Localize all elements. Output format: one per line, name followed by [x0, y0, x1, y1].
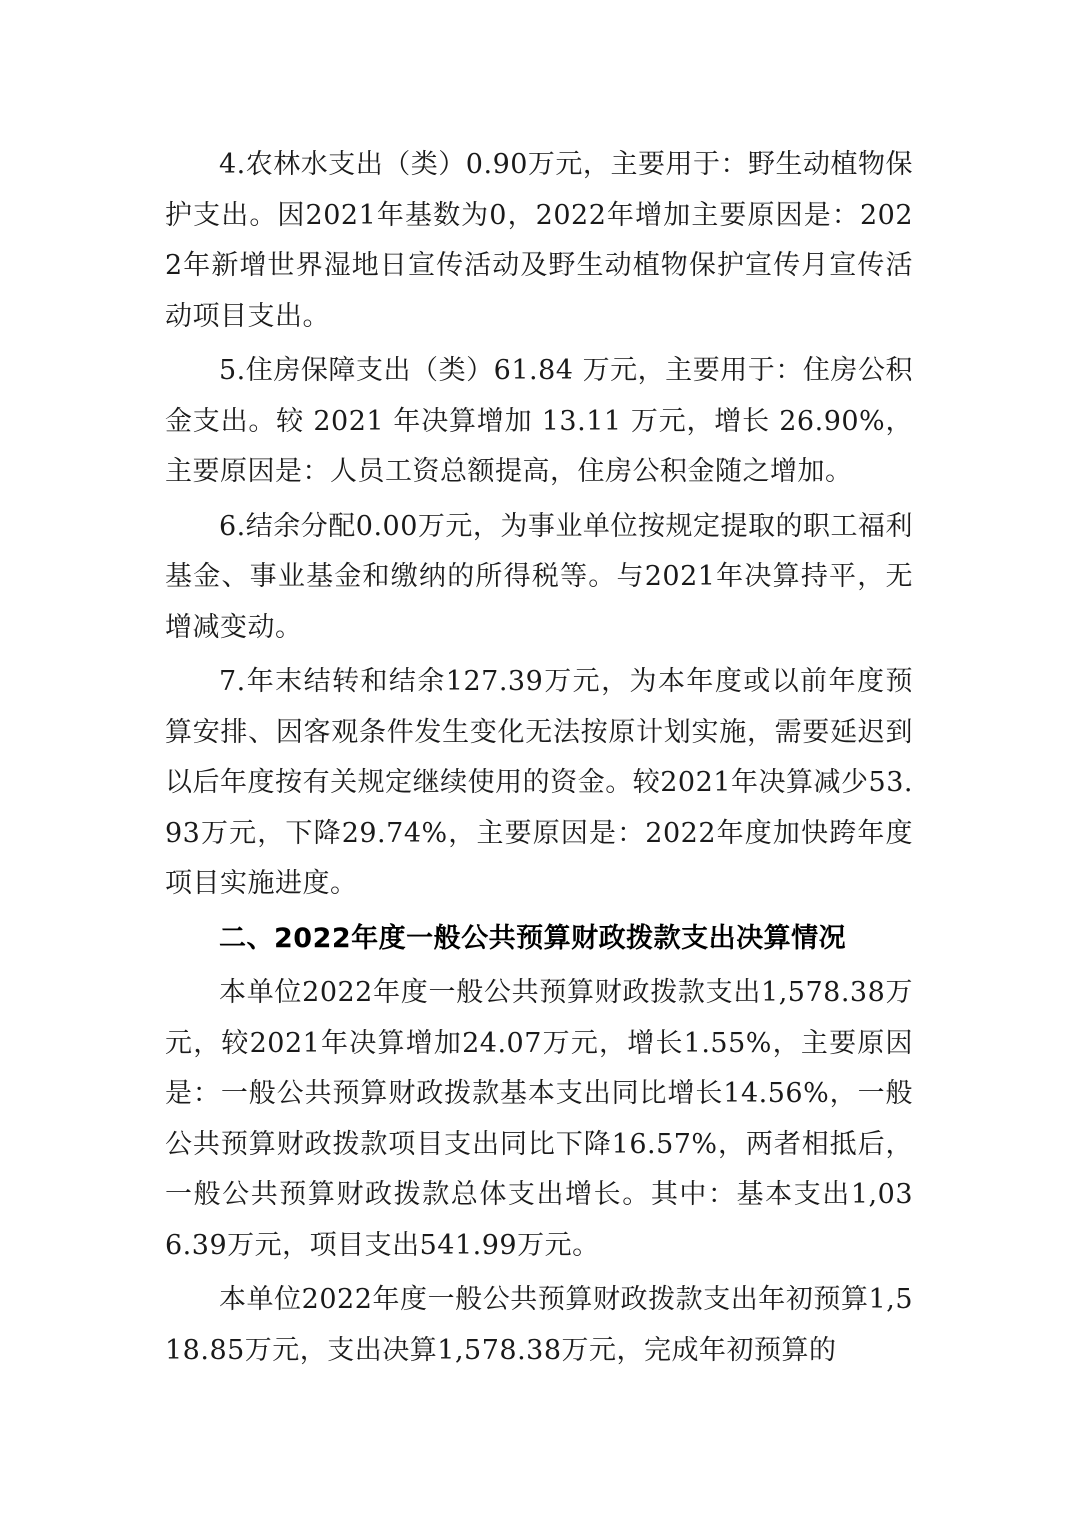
- paragraph-housing-expenditure: 5.住房保障支出（类）61.84 万元，主要用于：住房公积金支出。较 2021 年决算增加 13.11 万元，增长 26.90%，主要原因是：人员工资总额提高，住房公积金随之增加。: [165, 355, 913, 487]
- paragraph-initial-budget-comparison: 本单位2022年度一般公共预算财政拨款支出年初预算1,518.85万元，支出决算1,578.38万元，完成年初预算的: [165, 1284, 913, 1366]
- section-heading: 二、2022年度一般公共预算财政拨款支出决算情况: [219, 922, 847, 954]
- paragraph-surplus-distribution: 6.结余分配0.00万元，为事业单位按规定提取的职工福利基金、事业基金和缴纳的所得税等。与2021年决算持平，无增减变动。: [165, 510, 913, 643]
- paragraph-general-budget-expenditure: 本单位2022年度一般公共预算财政拨款支出1,578.38万元，较2021年决算增加24.07万元，增长1.55%，主要原因是：一般公共预算财政拨款基本支出同比增长14.56%，一般公共预算财政拨款项目支出同比下降16.57%，两者相抵后，一般公共预算财政拨款总体支出增长。其中：基本支出1,036.39万元，项目支出541.99万元。: [165, 977, 913, 1261]
- paragraph-agriculture-expenditure: 4.农林水支出（类）0.90万元，主要用于：野生动植物保护支出。因2021年基数为0，2022年增加主要原因是：2022年新增世界湿地日宣传活动及野生动植物保护宣传月宣传活动项目支出。: [165, 149, 913, 332]
- document-body: [165, 140, 913, 1376]
- paragraph-year-end-carryover: 7.年末结转和结余127.39万元，为本年度或以前年度预算安排、因客观条件发生变化无法按原计划实施，需要延迟到以后年度按有关规定继续使用的资金。较2021年决算减少53.93万元，下降29.74%，主要原因是：2022年度加快跨年度项目实施进度。: [165, 666, 913, 899]
